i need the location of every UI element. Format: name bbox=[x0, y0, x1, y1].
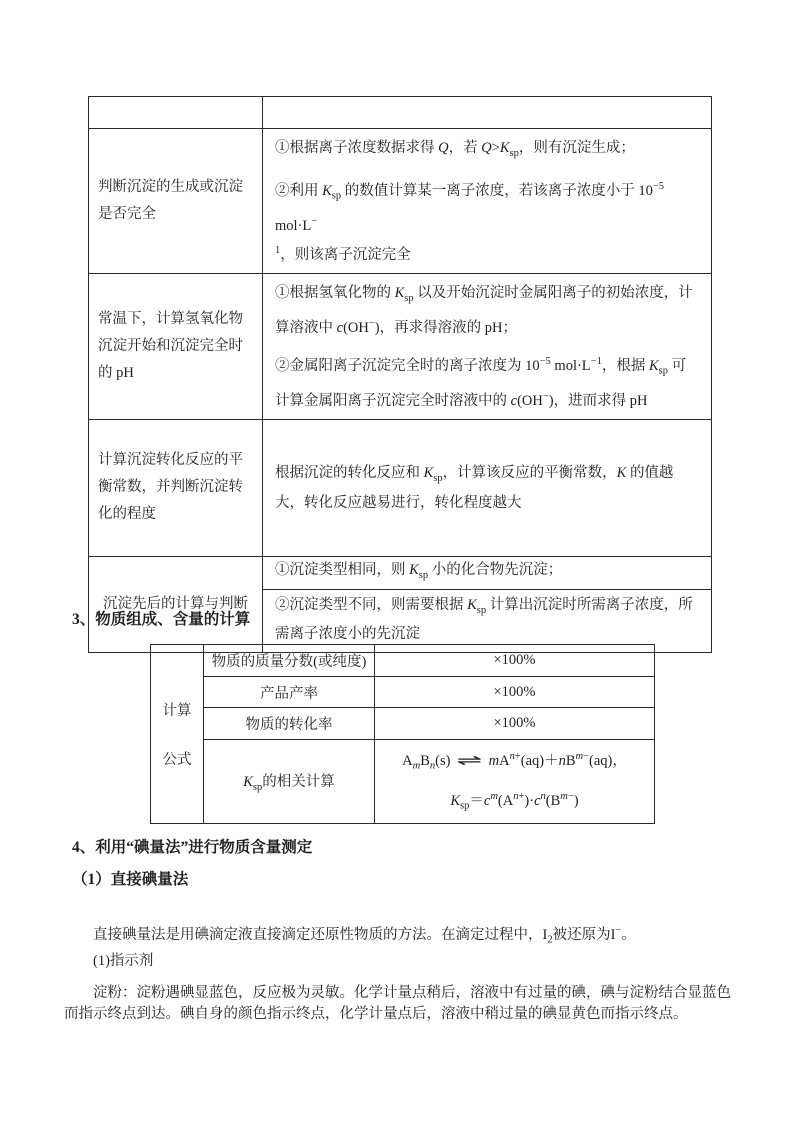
starch-indicator-paragraph: 淀粉：淀粉遇碘显蓝色，反应极为灵敏。化学计量点稍后，溶液中有过量的碘，碘与淀粉结合显蓝色而指示终点到达。碘自身的颜色指示终点，化学计量点后，溶液中稍过量的碘显黄色而指示终点。 bbox=[64, 984, 731, 1022]
table-row bbox=[151, 677, 655, 708]
table-row bbox=[151, 645, 655, 677]
method-item: 根据沉淀的转化反应和 $K_{sp}$，计算该反应的平衡常数，K 的值越大，转化反应越易进行，转化程度越大 bbox=[275, 465, 674, 511]
t1-row1-method-cell bbox=[263, 129, 712, 274]
table-row bbox=[151, 740, 655, 824]
table-row bbox=[89, 97, 712, 129]
t1-row3-topic-cell: 计算沉淀转化反应的平衡常数，并判断沉淀转化的程度 bbox=[89, 419, 263, 556]
method-item: ②沉淀类型不同，则需要根据 $K_{sp}$ 计算出沉淀时所需离子浓度，所需离子浓度小的先沉淀 bbox=[275, 596, 693, 643]
method-item: ①根据离子浓度数据求得 Q，若 $Q>K_{sp}$，则有沉淀生成； bbox=[275, 140, 635, 159]
t2-label-cell: 物质的质量分数(或纯度) bbox=[204, 645, 375, 677]
t1-row2-topic-cell: 常温下，计算氢氧化物沉淀开始和沉淀完全时的 pH bbox=[89, 274, 263, 419]
ksp-equilibrium-equation: $A_mB_n(s)$ ⇌ $mA^{n+}(aq)+nB^{m-}(aq)$， bbox=[402, 751, 627, 772]
table-row bbox=[151, 708, 655, 740]
t2-label-cell: 产品产率 bbox=[204, 677, 375, 708]
section3-heading: 3、物质组成、含量的计算 bbox=[72, 611, 251, 628]
t1-row2-method-cell bbox=[263, 274, 712, 419]
t2-rowheader-cell bbox=[151, 645, 204, 824]
t2-value-cell: ×100% bbox=[375, 645, 655, 677]
t2-value-cell: ×100% bbox=[375, 708, 655, 740]
t2-label-cell: 物质的转化率 bbox=[204, 708, 375, 740]
t1-row3-method-cell bbox=[263, 419, 712, 556]
t1-header-left-cell bbox=[89, 97, 263, 129]
method-item: ①沉淀类型相同，则 $K_{sp}$ 小的化合物先沉淀； bbox=[275, 561, 563, 581]
indicator-label: (1)指示剂 bbox=[93, 952, 154, 969]
rowheader-line: 公式 bbox=[162, 752, 192, 769]
t2-value-cell: ×100% bbox=[375, 677, 655, 708]
table-row bbox=[89, 274, 712, 419]
table-row bbox=[89, 129, 712, 274]
table-row bbox=[89, 556, 712, 589]
precipitation-methods-table bbox=[88, 96, 712, 653]
method-item: ①根据氢氧化物的 $K_{sp}$ 以及开始沉淀时金属阳离子的初始浓度，计算溶液中 c(OH−)，再求得溶液的 pH； bbox=[275, 285, 693, 336]
table-row bbox=[89, 419, 712, 556]
t1-row4-method-cell-a bbox=[263, 556, 712, 589]
t1-header-right-cell bbox=[263, 97, 712, 129]
t2-ksp-formula-cell bbox=[375, 740, 655, 824]
section4-heading: 4、利用“碘量法”进行物质含量测定 bbox=[72, 839, 313, 856]
ksp-expression: $K_{sp}=c^m(A^{n+})\cdot c^n(B^{m-})$ bbox=[450, 790, 579, 812]
t1-row4-topic-cell: 沉淀先后的计算与判断 bbox=[89, 556, 263, 653]
t2-ksp-label-cell: $K_{sp}$的相关计算 bbox=[204, 740, 375, 824]
rowheader-line: 计算 bbox=[162, 703, 192, 720]
calculation-formula-table bbox=[150, 644, 655, 824]
method-item: ②利用 $K_{sp}$ 的数值计算某一离子浓度，若该离子浓度小于 $10^{-5}$ mol·L− $^1$，则该离子沉淀完全 bbox=[275, 180, 665, 264]
section4-subheading: （1）直接碘量法 bbox=[72, 871, 189, 888]
method-item: ②金属阳离子沉淀完全时的离子浓度为 $10^{-5}$ $mol\cdot L^{-1}$，根据 $K_{sp}$ 可计算金属阳离子沉淀完全时溶液中的 c(OH−)，进而求得 pH bbox=[275, 355, 687, 409]
t1-row1-topic-cell: 判断沉淀的生成或沉淀是否完全 bbox=[89, 129, 263, 274]
direct-iodometry-paragraph: 直接碘量法是用碘滴定液直接滴定还原性物质的方法。在滴定过程中，$I_2$被还原为I−。 bbox=[93, 924, 636, 946]
